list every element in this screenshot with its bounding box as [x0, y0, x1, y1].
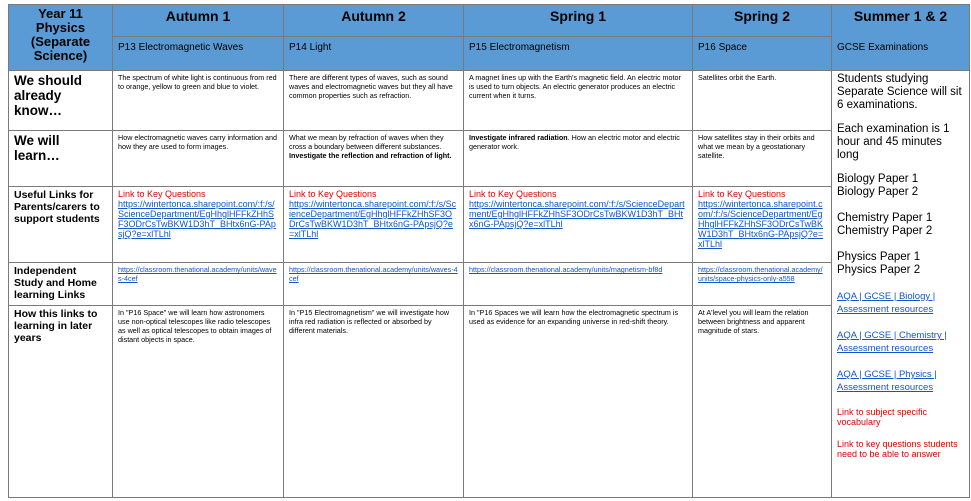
- learn-autumn-2-bold: Investigate the reflection and refraction of light.: [289, 151, 452, 160]
- future-cell-autumn-1: In "P16 Space" we will learn how astronomers use non-optical telescopes like radio telescopes as well as optical telescopes to obtain images of distant objects in space.: [113, 306, 284, 498]
- key-questions-link[interactable]: https://wintertonca.sharepoint.com/:f:/s/ScienceDepartment/EgHhglHFFkZHhSF3ODrCsTwBKW1D3hT_BHtx6nG-PApsjQ?e=xlTLhl: [698, 199, 824, 249]
- key-questions-link[interactable]: https://wintertonca.sharepoint.com/:f:/s/ScienceDepartment/EgHhglHFFkZHhSF3ODrCsTwBKW1D3hT_BHtx6nG-PApsjQ?e=xlTLhl: [289, 199, 457, 239]
- future-cell-autumn-2: In "P15 Electromagnetism" we will investigate how infra red radiation is reflected or absorbed by different materials.: [284, 306, 464, 498]
- future-cell-spring-2: At A'level you will learn the relation between brightness and apparent magnitude of stars.: [693, 306, 832, 498]
- aqa-biology-link[interactable]: AQA | GCSE | Biology | Assessment resources: [837, 291, 936, 315]
- term-autumn-2: Autumn 2: [284, 5, 464, 37]
- row-label-already-know: We should already know…: [9, 71, 113, 131]
- curriculum-grid: [8, 4, 970, 498]
- learn-cell-spring-1: [464, 131, 693, 187]
- links-cell-autumn-2: [284, 187, 464, 263]
- know-cell-spring-2: Satellites orbit the Earth.: [693, 71, 832, 131]
- topic-summer: GCSE Examinations: [832, 37, 970, 71]
- summer-duration: Each examination is 1 hour and 45 minutes long: [837, 123, 950, 161]
- future-cell-spring-1: In "P16 Spaces we will learn how the electromagnetic spectrum is used as evidence for an expanding universe in red-shift theory.: [464, 306, 693, 498]
- oak-space-link[interactable]: https://classroom.thenational.academy/units/space-physics-only-a558: [698, 265, 823, 283]
- independent-cell-autumn-1: [113, 263, 284, 306]
- links-cell-spring-1: [464, 187, 693, 263]
- know-cell-spring-1: A magnet lines up with the Earth's magnetic field. An electric motor is used to turn objects. An electric generator produces an electric current when it turns.: [464, 71, 693, 131]
- term-spring-1: Spring 1: [464, 5, 693, 37]
- links-cell-spring-2: [693, 187, 832, 263]
- key-questions-label: Link to Key Questions: [118, 189, 206, 199]
- paper-chemistry-2: Chemistry Paper 2: [837, 225, 933, 237]
- aqa-chemistry-link[interactable]: AQA | GCSE | Chemistry | Assessment resources: [837, 330, 947, 354]
- key-questions-link[interactable]: https://wintertonca.sharepoint.com/:f:/s/ScienceDepartment/EgHhglHFFkZHhSF3ODrCsTwBKW1D3hT_BHtx6nG-PApsjQ?e=xlTLhl: [118, 199, 276, 239]
- learn-spring-1-bold: Investigate infrared radiation: [469, 133, 568, 142]
- key-questions-link[interactable]: https://wintertonca.sharepoint.com/:f:/s/ScienceDepartment/EgHhglHFFkZHhSF3ODrCsTwBKW1D3hT_BHtx6nG-PApsjQ?e=xlTLhl: [469, 199, 685, 229]
- topic-spring-1: P15 Electromagnetism: [464, 37, 693, 71]
- term-spring-2: Spring 2: [693, 5, 832, 37]
- row-label-useful-links: Useful Links for Parents/carers to support students: [9, 187, 113, 263]
- key-questions-label: Link to Key Questions: [698, 189, 786, 199]
- learn-autumn-2-text: What we mean by refraction of waves when they cross a boundary between different substances.: [289, 133, 444, 151]
- key-questions-label: Link to Key Questions: [469, 189, 557, 199]
- key-questions-answer-link[interactable]: Link to key questions students need to be able to answer: [837, 439, 958, 459]
- independent-cell-autumn-2: [284, 263, 464, 306]
- learn-cell-autumn-2: [284, 131, 464, 187]
- learn-cell-spring-2: How satellites stay in their orbits and what we mean by a geostationary satellite.: [693, 131, 832, 187]
- aqa-physics-link[interactable]: AQA | GCSE | Physics | Assessment resources: [837, 369, 937, 393]
- oak-waves-link[interactable]: https://classroom.thenational.academy/units/waves-4cef: [118, 265, 277, 283]
- independent-cell-spring-2: [693, 263, 832, 306]
- oak-magnetism-link[interactable]: https://classroom.thenational.academy/units/magnetism-bf8d: [469, 265, 663, 274]
- paper-biology-1: Biology Paper 1: [837, 173, 919, 185]
- term-autumn-1: Autumn 1: [113, 5, 284, 37]
- paper-chemistry-1: Chemistry Paper 1: [837, 212, 933, 224]
- paper-biology-2: Biology Paper 2: [837, 186, 919, 198]
- summer-exams-panel: [832, 71, 970, 498]
- know-cell-autumn-2: There are different types of waves, such as sound waves and electromagnetic waves but they all have common properties such as refraction.: [284, 71, 464, 131]
- know-cell-autumn-1: The spectrum of white light is continuous from red to orange, yellow to green and blue to violet.: [113, 71, 284, 131]
- links-cell-autumn-1: [113, 187, 284, 263]
- row-label-independent-study: Independent Study and Home learning Links: [9, 263, 113, 306]
- row-label-later-years: How this links to learning in later years: [9, 306, 113, 498]
- oak-waves-link-2[interactable]: https://classroom.thenational.academy/units/waves-4cef: [289, 265, 458, 283]
- learn-cell-autumn-1: How electromagnetic waves carry information and how they are used to form images.: [113, 131, 284, 187]
- topic-autumn-1: P13 Electromagnetic Waves: [113, 37, 284, 71]
- topic-spring-2: P16 Space: [693, 37, 832, 71]
- independent-cell-spring-1: [464, 263, 693, 306]
- paper-physics-2: Physics Paper 2: [837, 264, 921, 276]
- key-questions-label: Link to Key Questions: [289, 189, 377, 199]
- row-label-will-learn: We will learn…: [9, 131, 113, 187]
- learn-spring-1-text: . How an electric motor and electric generator work.: [469, 133, 680, 151]
- vocabulary-link[interactable]: Link to subject specific vocabulary: [837, 407, 928, 427]
- page-title: Year 11 Physics (Separate Science): [9, 5, 113, 71]
- term-summer: Summer 1 & 2: [832, 5, 970, 37]
- topic-autumn-2: P14 Light: [284, 37, 464, 71]
- summer-intro: Students studying Separate Science will sit 6 examinations.: [837, 73, 962, 111]
- paper-physics-1: Physics Paper 1: [837, 251, 921, 263]
